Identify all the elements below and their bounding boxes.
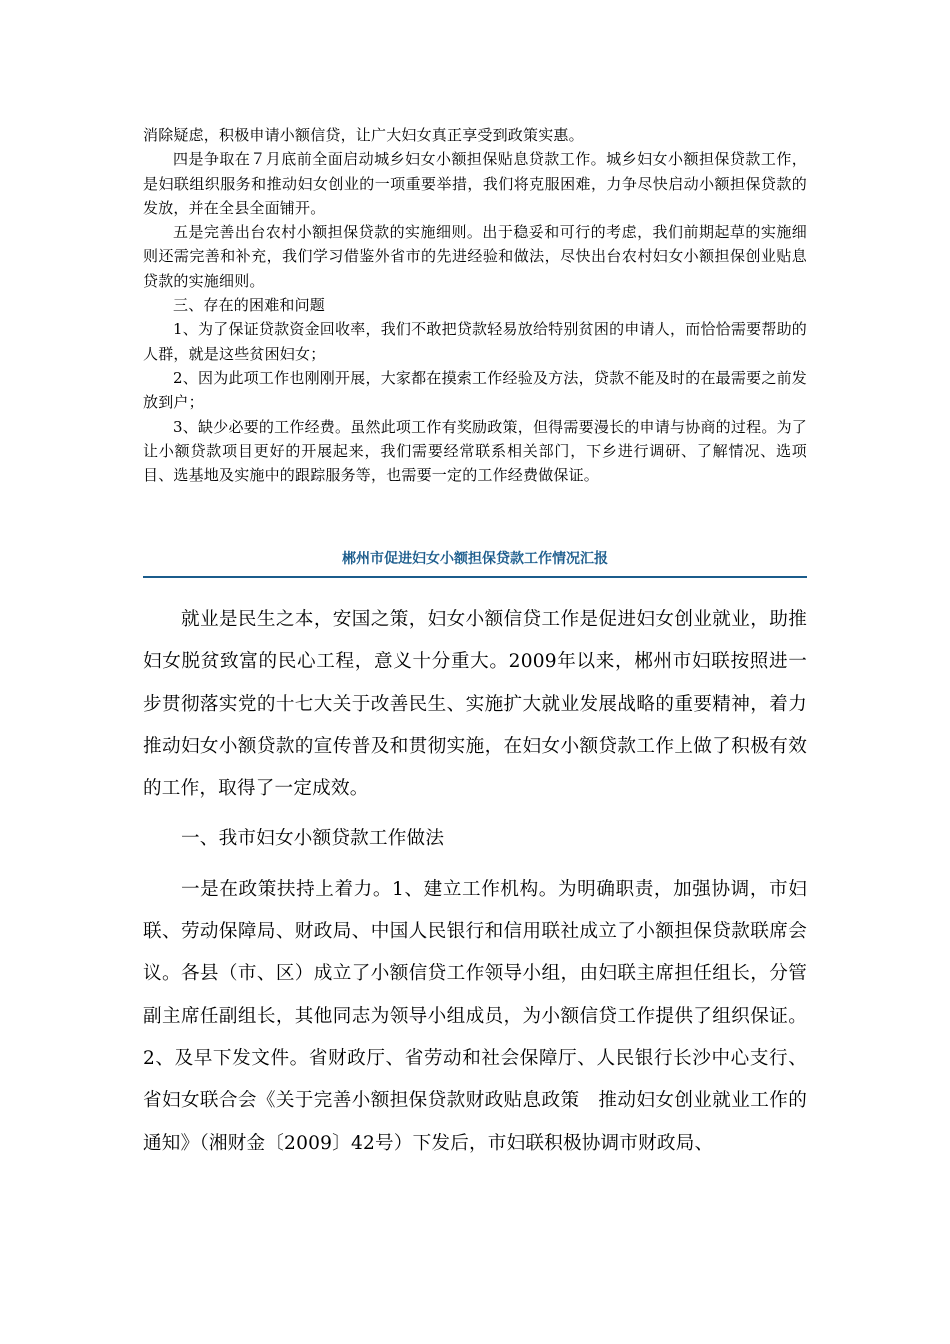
- paragraph: 五是完善出台农村小额担保贷款的实施细则。出于稳妥和可行的考虑，我们前期起草的实施细则还需完善和补充，我们学习借鉴外省市的先进经验和做法，尽快出台农村妇女小额担保创业贴息贷款的实施细则。: [143, 223, 807, 290]
- section-heading: 一、我市妇女小额贷款工作做法: [181, 828, 445, 850]
- paragraph: 3、缺少必要的工作经费。虽然此项工作有奖励政策，但得需要漫长的申请与协商的过程。为了让小额贷款项目更好的开展起来，我们需要经常联系相关部门，下乡进行调研、了解情况、选项目、选基地及实施中的跟踪服务等，也需要一定的工作经费做保证。: [143, 417, 807, 485]
- paragraph: 一是在政策扶持上着力。1、建立工作机构。为明确职责，加强协调，市妇联、劳动保障局、财政局、中国人民银行和信用联社成立了小额担保贷款联席会议。各县（市、区）成立了小额信贷工作领导小组，由妇联主席担任组长，分管副主席任副组长，其他同志为领导小组成员，为小额信贷工作提供了组织保证。2、及早下发文件。省财政厅、省劳动和社会保障厅、人民银行长沙中心支行、省妇女联合会《关于完善小额担保贷款财政贴息政策 推动妇女创业就业工作的通知》（湘财金〔2009〕42号）下发后，市妇联积极协调市财政局、: [143, 878, 807, 1154]
- paragraph: 就业是民生之本，安国之策，妇女小额信贷工作是促进妇女创业就业，助推妇女脱贫致富的民心工程，意义十分重大。2009年以来，郴州市妇联按照进一步贯彻落实党的十七大关于改善民生、实施扩大就业发展战略的重要精神，着力推动妇女小额贷款的宣传普及和贯彻实施，在妇女小额贷款工作上做了积极有效的工作，取得了一定成效。: [143, 609, 807, 800]
- title-divider: [143, 576, 807, 578]
- article-title: 郴州市促进妇女小额担保贷款工作情况汇报: [342, 551, 608, 567]
- paragraph: 2、因为此项工作也刚刚开展，大家都在摸索工作经验及方法，贷款不能及时的在最需要之前发放到户；: [143, 368, 807, 412]
- section-heading: 三、存在的困难和问题: [173, 296, 326, 315]
- paragraph: 1、为了保证贷款资金回收率，我们不敢把贷款轻易放给特别贫困的申请人，而恰恰需要帮助的人群，就是这些贫困妇女；: [143, 320, 807, 363]
- paragraph: 消除疑虑，积极申请小额信贷，让广大妇女真正享受到政策实惠。: [143, 126, 584, 144]
- article-body: [143, 599, 807, 1165]
- previous-article-tail: [143, 123, 807, 487]
- paragraph: 四是争取在７月底前全面启动城乡妇女小额担保贴息贷款工作。城乡妇女小额担保贷款工作，是妇联组织服务和推动妇女创业的一项重要举措，我们将克服困难，力争尽快启动小额担保贷款的发放，并在全县全面铺开。: [143, 150, 807, 217]
